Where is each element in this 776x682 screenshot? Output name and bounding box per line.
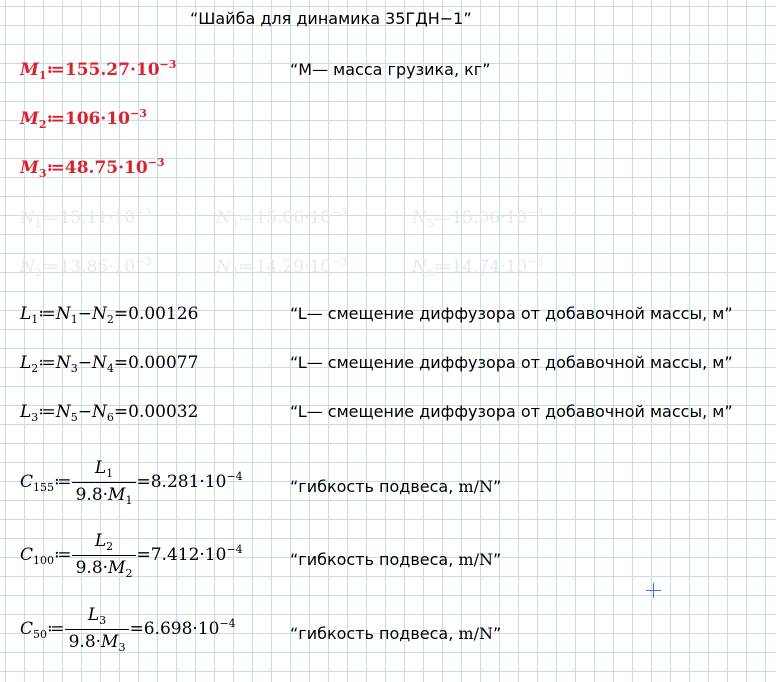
offset-l1-equation[interactable]: $L_1≔N_1-N_2=0.00126$ [20, 304, 199, 326]
compliance-c100-equation[interactable]: $C_{100}≔$ $\frac{L_2}{9.8\cdot M_2}$ $=7.412\cdot 10^{-4}$ [20, 531, 243, 580]
n5-definition[interactable]: $N_5≔15.06\cdot 10^{-3}$ [412, 206, 544, 230]
mass-m3-definition[interactable]: $M_3≔48.75\cdot 10^{-3}$ [20, 156, 165, 180]
compliance-comment-3[interactable]: “гибкость подвеса, m/N” [290, 624, 502, 643]
offset-l3-equation[interactable]: $L_3≔N_5-N_6=0.00032$ [20, 402, 199, 424]
n3-definition[interactable]: $N_3≔15.06\cdot 10^{-3}$ [216, 206, 348, 230]
compliance-comment-1[interactable]: “гибкость подвеса, m/N” [290, 477, 502, 496]
mass-m1-definition[interactable]: $M_1≔155.27\cdot 10^{-3}$ [20, 58, 177, 82]
offset-comment-2[interactable]: “L— смещение диффузора от добавочной массы, м” [290, 353, 733, 372]
compliance-c50-equation[interactable]: $C_{50}≔$ $\frac{L_3}{9.8\cdot M_3}$ $=6.698\cdot 10^{-4}$ [20, 605, 236, 654]
offset-comment-3[interactable]: “L— смещение диффузора от добавочной массы, м” [290, 402, 733, 421]
mass-comment[interactable]: “M— масса грузика, кг” [290, 60, 491, 79]
n6-definition[interactable]: $N_6≔14.74\cdot 10^{-3}$ [412, 255, 544, 279]
crosshair-cursor-icon [646, 583, 661, 598]
n2-definition[interactable]: $N_2≔13.85\cdot 10^{-3}$ [20, 255, 152, 279]
offset-l2-equation[interactable]: $L_2≔N_3-N_4=0.00077$ [20, 353, 199, 375]
n4-definition[interactable]: $N_4≔14.29\cdot 10^{-3}$ [216, 255, 348, 279]
compliance-comment-2[interactable]: “гибкость подвеса, m/N” [290, 550, 502, 569]
mass-m2-definition[interactable]: $M_2≔106\cdot 10^{-3}$ [20, 107, 147, 131]
compliance-c155-equation[interactable]: $C_{155}≔$ $\frac{L_1}{9.8\cdot M_1}$ $=8.281\cdot 10^{-4}$ [20, 458, 243, 507]
offset-comment-1[interactable]: “L— смещение диффузора от добавочной массы, м” [290, 304, 733, 323]
n1-definition[interactable]: $N_1≔15.11\cdot 10^{-3}$ [20, 206, 152, 230]
worksheet-title[interactable]: “Шайба для динамика 35ГДН−1” [190, 9, 472, 28]
